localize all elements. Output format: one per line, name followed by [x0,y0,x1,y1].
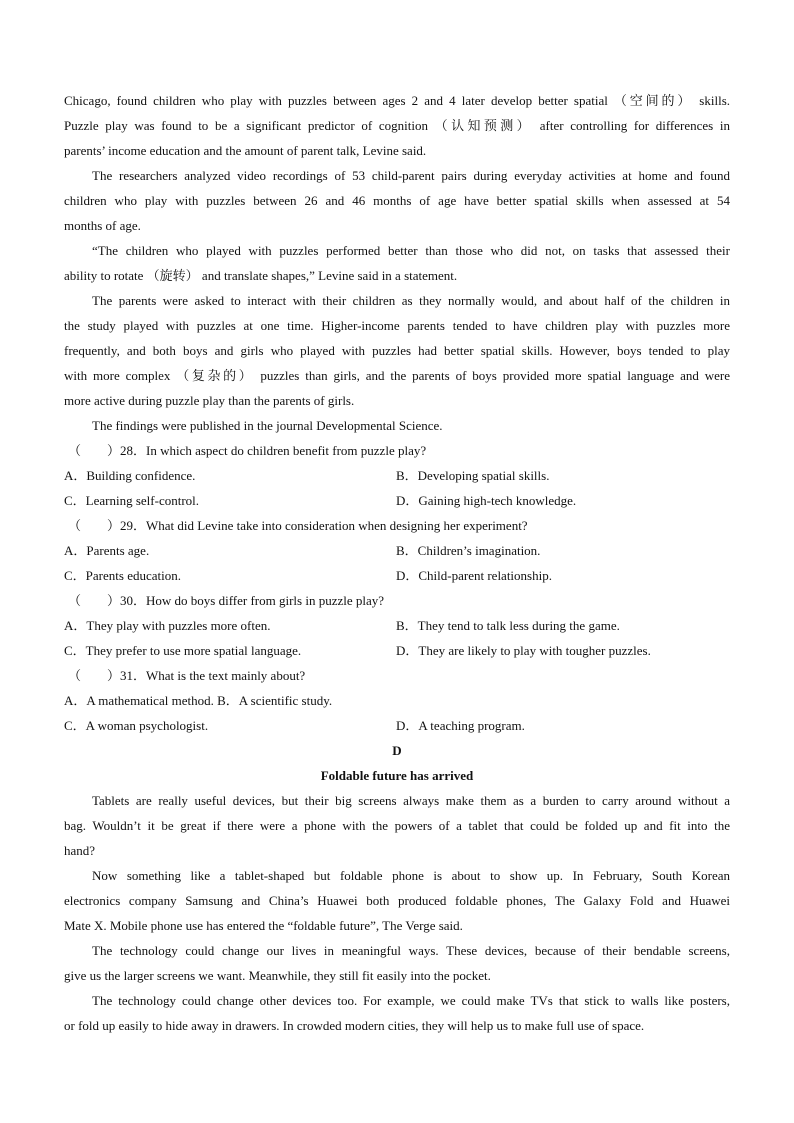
option-c: C．Learning self-control. [64,493,200,508]
text-line: the study played with puzzles at one time. Higher-income parents tended to have children play with puzzles more [64,318,730,333]
text-line: more active during puzzle play than the parents of girls. [64,393,355,408]
question-29 [64,513,730,588]
question-30 [64,588,730,663]
option-b: B．Children’s imagination. [396,543,541,558]
paragraph [64,788,730,863]
text-line: bag. Wouldn’t it be great if there were a phone with the powers of a tablet that could be folded up and fit into the [64,818,730,833]
option-b: B．They tend to talk less during the game. [396,618,620,633]
question-28 [64,438,730,513]
option-row [64,488,730,513]
text-line: Tablets are really useful devices, but their big screens always make them as a burden to carry around without a [92,793,730,808]
text-line: parents’ income education and the amount of parent talk, Levine said. [64,143,427,158]
question-stem: （ ）30．How do boys differ from girls in puzzle play? [68,593,385,608]
option-c: C．A woman psychologist. [64,718,209,733]
question-stem: （ ）28．In which aspect do children benefit from puzzle play? [68,443,427,458]
option-c: C．Parents education. [64,568,181,583]
option-row [64,713,730,738]
option-row [64,563,730,588]
paragraph [64,938,730,988]
paragraph [64,988,730,1038]
text-line: The findings were published in the journal Developmental Science. [92,418,443,433]
paragraph [64,863,730,938]
document-page [64,88,730,1038]
paragraph [64,413,730,438]
option-d: D．They are likely to play with tougher puzzles. [396,643,651,658]
option-row [64,638,730,663]
question-stem: （ ）29．What did Levine take into consideration when designing her experiment? [68,518,528,533]
option-a: A．Parents age. [64,543,150,558]
passage-title: Foldable future has arrived [320,768,474,783]
option-b: B．Developing spatial skills. [396,468,550,483]
text-line: Puzzle play was found to be a significant predictor of cognition （认知预测） after controlling for differences in [64,118,730,133]
text-line: with more complex （复杂的） puzzles than girls, and the parents of boys provided more spatial language and were [64,368,730,383]
text-line: The parents were asked to interact with their children as they normally would, and about half of the children in [92,293,730,308]
paragraph [64,88,730,163]
option-row [64,613,730,638]
text-line: Chicago, found children who play with puzzles between ages 2 and 4 later develop better spatial （空间的） skills. [64,93,730,108]
text-line: children who play with puzzles between 26 and 46 months of age have better spatial skills when assessed at 54 [64,193,730,208]
paragraph [64,288,730,413]
text-line: or fold up easily to hide away in drawers. In crowded modern cities, they will help us to make full use of space. [64,1018,645,1033]
option-a: A．They play with puzzles more often. [64,618,271,633]
option-d: D．Gaining high-tech knowledge. [396,493,577,508]
section-label: D [392,743,402,758]
option-row [64,463,730,488]
question-31 [64,663,730,738]
option-c: C．They prefer to use more spatial language. [64,643,302,658]
paragraph [64,238,730,288]
text-line: The researchers analyzed video recordings of 53 child-parent pairs during everyday activities at home and found [92,168,730,183]
option-d: D．A teaching program. [396,718,525,733]
text-line: months of age. [64,218,141,233]
question-stem: （ ）31．What is the text mainly about? [68,668,306,683]
text-line: give us the larger screens we want. Meanwhile, they still fit easily into the pocket. [64,968,491,983]
text-line: Now something like a tablet-shaped but foldable phone is about to show up. In February, South Korean [92,868,730,883]
text-line: The technology could change our lives in meaningful ways. These devices, because of their bendable screens, [92,943,730,958]
option-d: D．Child-parent relationship. [396,568,552,583]
text-line: Mate X. Mobile phone use has entered the “foldable future”, The Verge said. [64,918,463,933]
option-row [64,538,730,563]
text-line: The technology could change other devices too. For example, we could make TVs that stick to walls like posters, [92,993,730,1008]
option-row [64,688,730,713]
text-line: “The children who played with puzzles performed better than those who did not, on tasks that assessed their [92,243,730,258]
paragraph [64,163,730,238]
text-line: ability to rotate （旋转） and translate shapes,” Levine said in a statement. [64,268,458,283]
text-line: frequently, and both boys and girls who played with puzzles had better spatial skills. However, boys tended to play [64,343,730,358]
text-line: hand? [64,843,96,858]
option-a-b: A．A mathematical method. B．A scientific study. [64,693,333,708]
text-line: electronics company Samsung and China’s Huawei both produced foldable phones, The Galaxy Fold and Huawei [64,893,730,908]
option-a: A．Building confidence. [64,468,196,483]
